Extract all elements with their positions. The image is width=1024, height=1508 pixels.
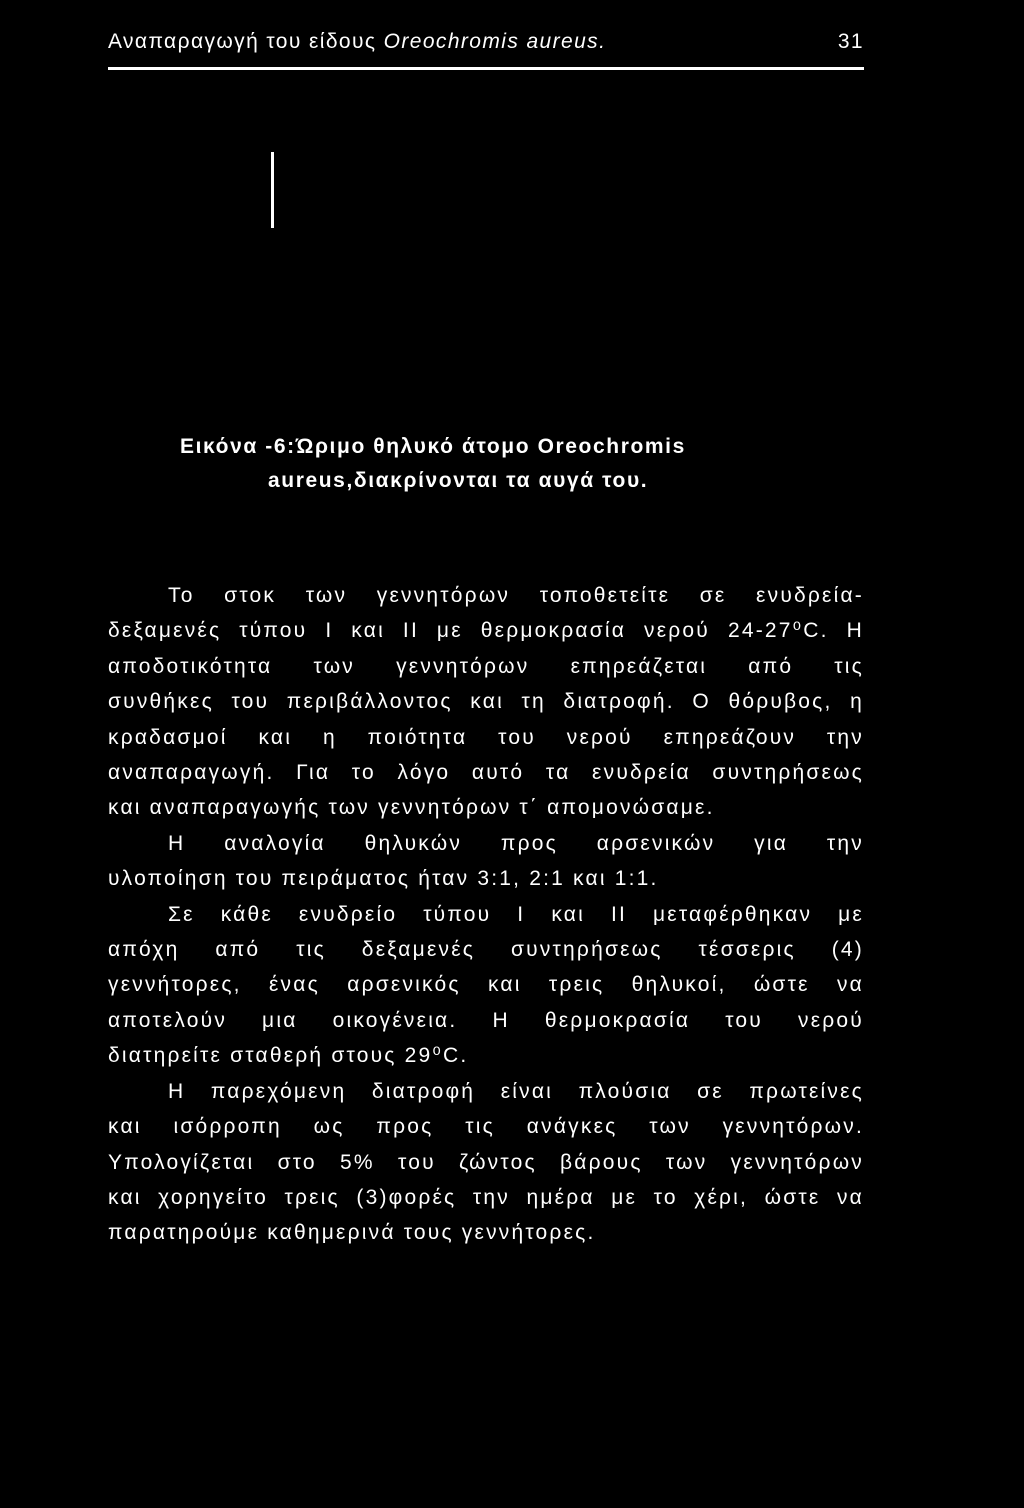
- body-line: και ισόρροπη ως προς τις ανάγκες των γεννητόρων.: [108, 1115, 864, 1139]
- body-line: κραδασμοί και η ποιότητα του νερού επηρεάζουν την: [108, 725, 864, 749]
- body-line: Το στοκ των γεννητόρων τοποθετείτε σε ενυδρεία-: [168, 584, 864, 607]
- figure-mark: [271, 152, 274, 228]
- caption-line: aureus,διακρίνονται τα αυγά του.: [268, 469, 649, 492]
- body-line: Σε κάθε ενυδρείο τύπου I και II μεταφέρθηκαν με: [168, 902, 864, 926]
- running-header: [108, 30, 864, 70]
- body-line: δεξαμενές τύπου I και II με θερμοκρασία νερού 24-27⁰C. Η: [108, 619, 864, 643]
- body-line: αποδοτικότητα των γεννητόρων επηρεάζεται από τις: [108, 654, 864, 678]
- body-line: παρατηρούμε καθημερινά τους γεννήτορες.: [108, 1221, 596, 1245]
- body-line: υλοποίηση του πειράματος ήταν 3:1, 2:1 και 1:1.: [108, 867, 659, 891]
- body-line: αποτελούν μια οικογένεια. Η θερμοκρασία του νερού: [108, 1008, 864, 1032]
- body-line: διατηρείτε σταθερή στους 29⁰C.: [108, 1044, 469, 1068]
- header-rule: [108, 67, 864, 70]
- body-line: απόχη από τις δεξαμενές συντηρήσεως τέσσερις (4): [108, 938, 864, 962]
- caption-line: Εικόνα -6:Ώριμο θηλυκό άτομο Oreochromis: [180, 435, 686, 458]
- body-line: συνθήκες του περιβάλλοντος και τη διατροφή. Ο θόρυβος, η: [108, 690, 864, 714]
- body-text: [108, 578, 864, 1251]
- body-line: αναπαραγωγή. Για το λόγο αυτό τα ενυδρεία συντηρήσεως: [108, 761, 864, 785]
- header-title-main: Αναπαραγωγή του είδους: [108, 30, 384, 53]
- body-line: Υπολογίζεται στο 5% του ζώντος βάρους των γεννητόρων: [108, 1150, 864, 1174]
- body-line: Η παρεχόμενη διατροφή είναι πλούσια σε πρωτείνες: [168, 1079, 864, 1103]
- page-number: 31: [837, 30, 864, 53]
- figure-image: [108, 90, 864, 420]
- body-line: και χορηγείτο τρεις (3)φορές την ημέρα με το χέρι, ώστε να: [108, 1185, 864, 1209]
- body-line: και αναπαραγωγής των γεννητόρων τ΄ απομονώσαμε.: [108, 796, 715, 820]
- figure-caption: [180, 430, 840, 498]
- header-title: [108, 30, 606, 53]
- body-line: Η αναλογία θηλυκών προς αρσενικών για την: [168, 831, 864, 855]
- header-title-species: Oreochromis aureus.: [383, 30, 607, 53]
- body-line: γεννήτορες, ένας αρσενικός και τρεις θηλυκοί, ώστε να: [108, 973, 864, 997]
